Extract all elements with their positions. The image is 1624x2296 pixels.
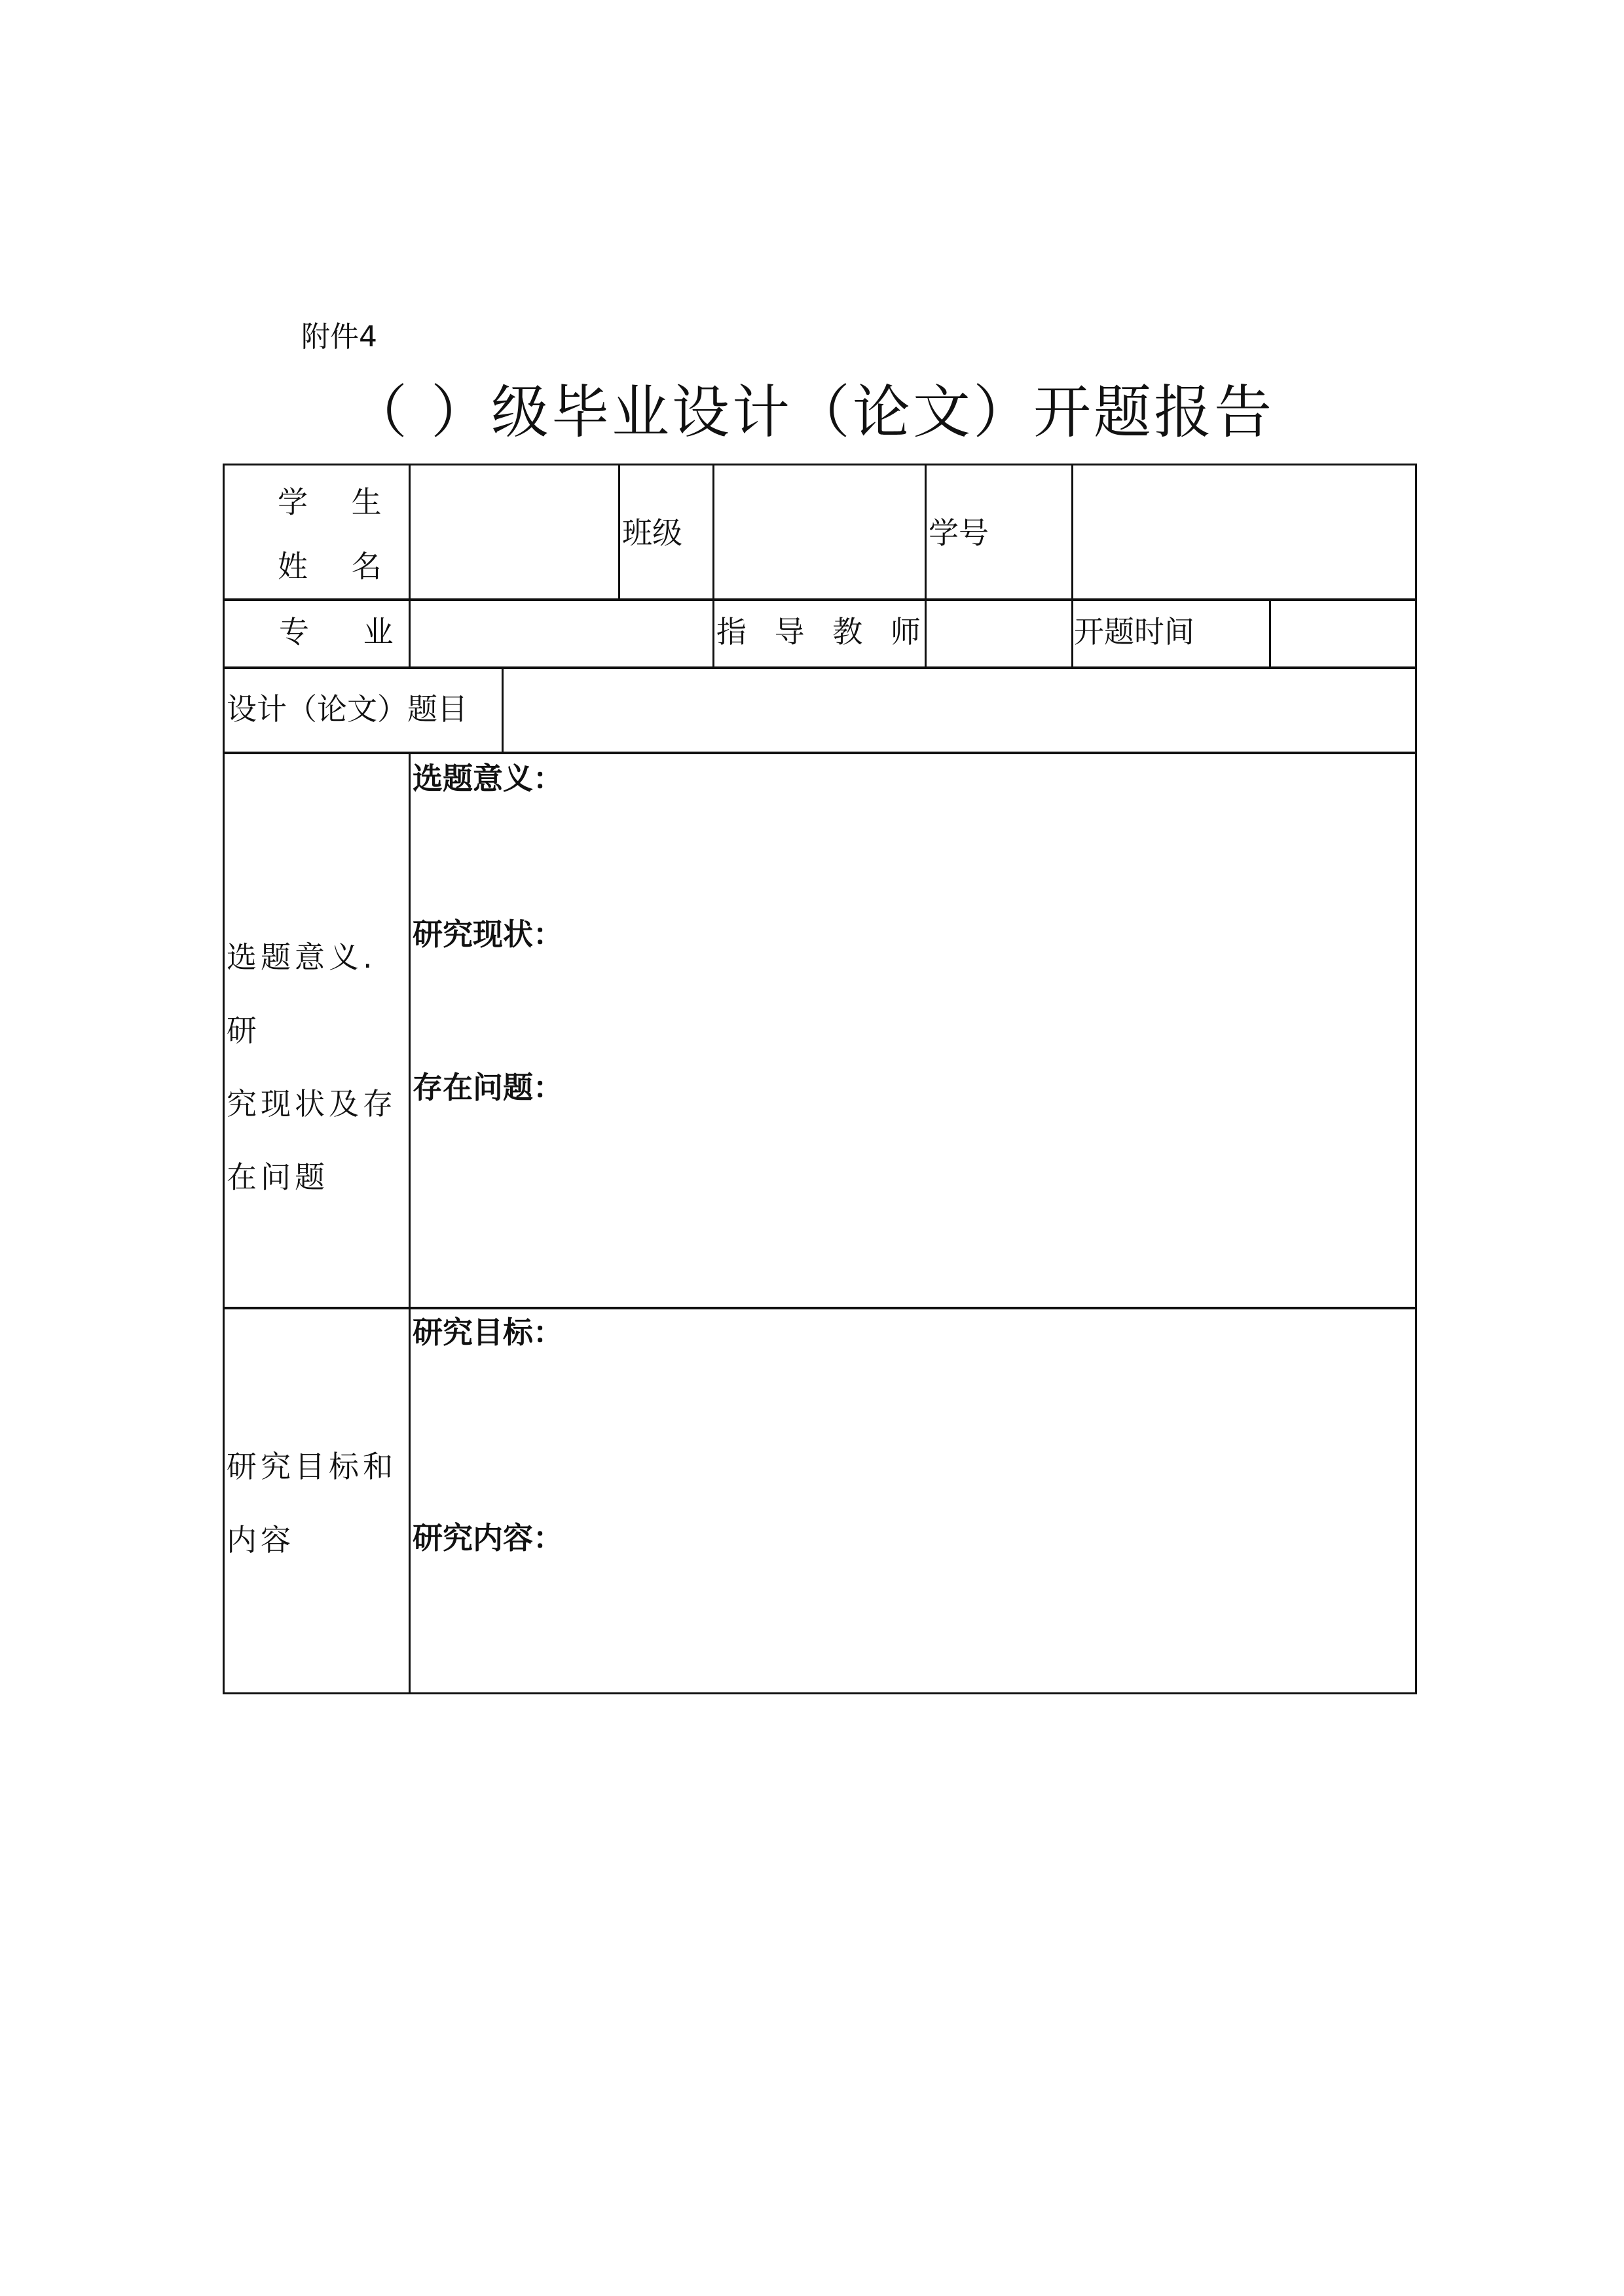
major-label: 专 业	[279, 614, 416, 649]
start-time-label: 开题时间	[1074, 614, 1194, 649]
col-divider	[409, 752, 411, 1694]
col-divider	[1269, 598, 1271, 666]
student-name-label-line2: 姓 名	[278, 549, 399, 584]
section2-label-line: 内容	[227, 1522, 295, 1558]
topic-label: 设计（论文）题目	[227, 691, 468, 727]
section2-label-line: 研究目标和	[227, 1449, 397, 1484]
student-name-label: 学 生	[278, 484, 399, 520]
section1-label-line: 选题意义.研	[227, 939, 377, 1048]
student-id-label: 学号	[929, 515, 989, 551]
col-divider	[502, 666, 504, 752]
row-divider	[223, 1307, 1417, 1309]
row-divider	[223, 752, 1417, 754]
row-divider	[223, 666, 1417, 669]
row-divider	[223, 598, 1417, 601]
class-label: 班级	[622, 515, 682, 551]
section1-label	[227, 920, 409, 1214]
section1-label-line: 在问题	[227, 1159, 329, 1195]
col-divider	[618, 464, 620, 598]
advisor-label: 指 导 教 师	[716, 614, 930, 649]
proposal-form-table	[223, 464, 1417, 1694]
attachment-label: 附件4	[301, 320, 377, 354]
research-status-heading: 研究现状：	[413, 917, 563, 952]
col-divider	[712, 464, 714, 666]
page-title: （ ）级毕业设计（论文）开题报告	[350, 378, 1274, 446]
research-goals-heading: 研究目标：	[413, 1315, 563, 1350]
col-divider	[1071, 464, 1073, 666]
research-content-heading: 研究内容：	[413, 1520, 563, 1556]
section1-label-line: 究现状及存	[227, 1086, 397, 1121]
significance-heading: 选题意义：	[413, 761, 563, 796]
section2-label	[227, 1430, 409, 1576]
existing-problems-heading: 存在问题：	[413, 1070, 563, 1105]
